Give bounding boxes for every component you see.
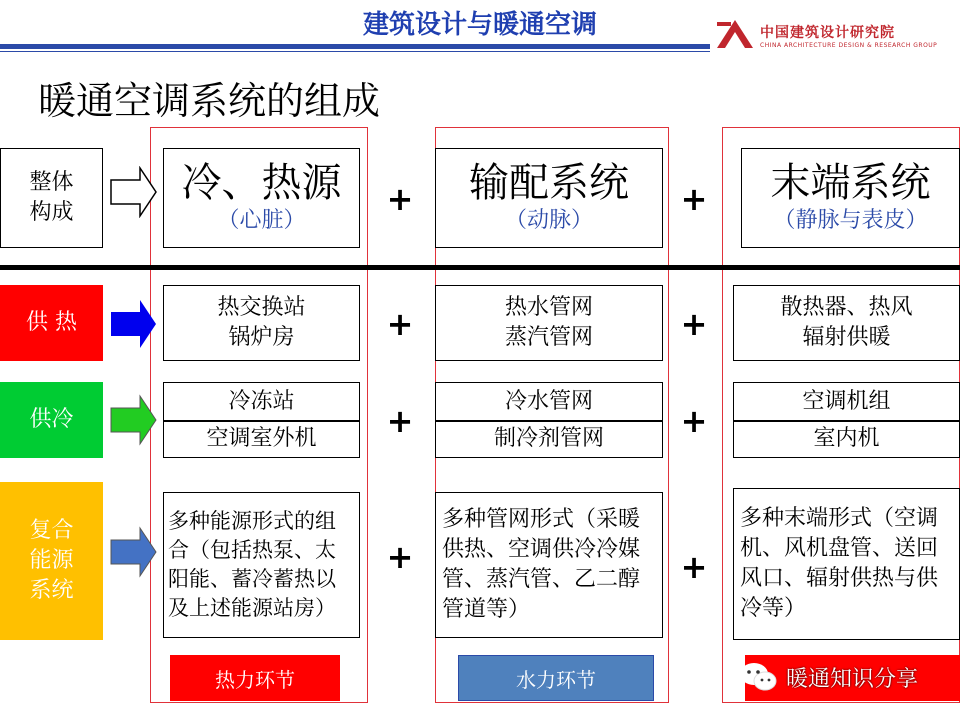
cooling-distribution-line2: 制冷剂管网 bbox=[493, 425, 604, 451]
composite-source-text: 多种能源形式的组合（包括热泵、太阳能、蓄冷蓄热以及上述能源站房） bbox=[168, 509, 336, 620]
heating-terminal-cell bbox=[733, 285, 960, 361]
header-divider bbox=[0, 44, 710, 49]
plus-sign: + bbox=[680, 305, 708, 343]
heat-source-box bbox=[163, 148, 360, 248]
heat-source-title: 冷、热源 bbox=[181, 160, 342, 206]
cooling-source-line2: 空调室外机 bbox=[206, 425, 317, 451]
composite-label-box bbox=[0, 482, 103, 640]
heating-source-cell bbox=[163, 285, 360, 361]
page-title: 暖通空调系统的组成 bbox=[38, 79, 381, 123]
hydraulic-link-label: 水力环节 bbox=[458, 655, 654, 701]
composite-distribution-cell bbox=[435, 492, 663, 638]
composite-distribution-text: 多种管网形式（采暖供热、空调供冷冷媒管、蒸汽管、乙二醇管道等） bbox=[442, 507, 641, 622]
cooling-label: 供冷 bbox=[29, 407, 74, 432]
distribution-title: 输配系统 bbox=[469, 160, 629, 206]
plus-sign: + bbox=[386, 305, 414, 343]
terminal-box bbox=[741, 148, 960, 248]
composition-label-box bbox=[0, 148, 103, 248]
heating-terminal-line2: 辐射供暖 bbox=[802, 325, 891, 350]
arrow-right-outline-icon bbox=[110, 166, 158, 218]
heating-label-box bbox=[0, 285, 103, 361]
plus-sign: + bbox=[680, 548, 708, 586]
distribution-box bbox=[435, 148, 663, 248]
composition-label: 整体 构成 bbox=[29, 170, 74, 225]
header-divider-thin bbox=[0, 51, 710, 52]
heating-source-line1: 热交换站 bbox=[217, 295, 306, 320]
cooling-distribution-line1: 冷水管网 bbox=[504, 388, 593, 414]
wechat-icon bbox=[738, 660, 778, 694]
terminal-subtitle: （静脉与表皮） bbox=[773, 208, 928, 233]
terminal-title: 末端系统 bbox=[770, 160, 931, 206]
logo-subtext: CHINA ARCHITECTURE DESIGN & RESEARCH GROUP bbox=[760, 42, 938, 49]
cooling-terminal-cell bbox=[733, 382, 960, 458]
section-divider bbox=[0, 265, 960, 270]
arrow-right-green-icon bbox=[110, 394, 158, 446]
cooling-source-line1: 冷冻站 bbox=[228, 388, 295, 414]
arrow-right-steelblue-icon bbox=[110, 526, 158, 578]
heat-source-subtitle: （心脏） bbox=[217, 208, 306, 233]
cell-split-line bbox=[164, 420, 359, 422]
composite-terminal-cell bbox=[733, 488, 960, 640]
heating-terminal-line1: 散热器、热风 bbox=[780, 295, 913, 320]
logo-icon bbox=[715, 18, 755, 50]
plus-sign: + bbox=[386, 180, 414, 218]
heating-distribution-line1: 热水管网 bbox=[504, 295, 593, 320]
plus-sign: + bbox=[680, 402, 708, 440]
cooling-distribution-cell bbox=[435, 382, 663, 458]
composite-terminal-text: 多种末端形式（空调机、风机盘管、送回风口、辐射供热与供冷等） bbox=[740, 506, 939, 621]
heating-distribution-cell bbox=[435, 285, 663, 361]
cell-split-line bbox=[734, 420, 959, 422]
distribution-subtitle: （动脉） bbox=[504, 208, 593, 233]
logo-text: 中国建筑设计研究院 bbox=[760, 25, 895, 41]
cooling-source-cell bbox=[163, 382, 360, 458]
wechat-account-name: 暖通知识分享 bbox=[786, 666, 919, 692]
header-title: 建筑设计与暖通空调 bbox=[362, 10, 597, 40]
composite-source-cell bbox=[163, 492, 360, 638]
cell-split-line bbox=[436, 420, 662, 422]
heating-distribution-line2: 蒸汽管网 bbox=[504, 325, 593, 350]
plus-sign: + bbox=[680, 180, 708, 218]
thermal-link-label: 热力环节 bbox=[170, 655, 340, 701]
cooling-terminal-line1: 空调机组 bbox=[802, 388, 891, 414]
wechat-watermark bbox=[738, 652, 960, 702]
heating-source-line2: 锅炉房 bbox=[228, 325, 295, 350]
composite-label: 复合 能源 系统 bbox=[29, 518, 74, 603]
arrow-right-blue-icon bbox=[110, 298, 158, 350]
plus-sign: + bbox=[386, 402, 414, 440]
plus-sign: + bbox=[386, 538, 414, 576]
heating-label: 供 热 bbox=[26, 310, 77, 335]
cooling-terminal-line2: 室内机 bbox=[813, 425, 880, 451]
cooling-label-box bbox=[0, 382, 103, 458]
